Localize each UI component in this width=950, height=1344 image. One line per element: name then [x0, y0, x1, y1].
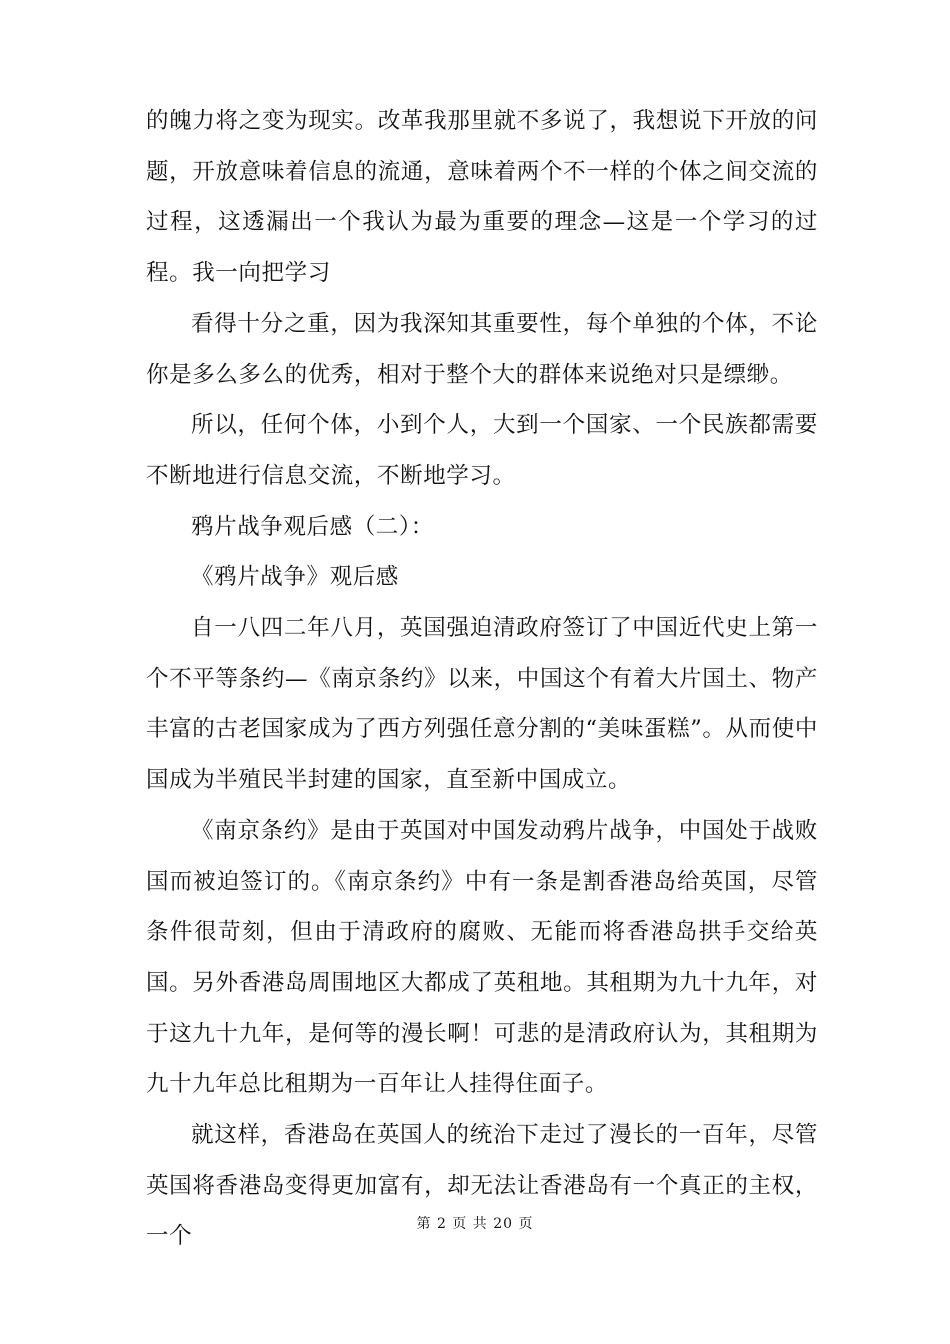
paragraph: 《南京条约》是由于英国对中国发动鸦片战争，中国处于战败国而被迫签订的。《南京条约》中有一条是割香港岛给英国，尽管条件很苛刻，但由于清政府的腐败、无能而将香港岛拱手交给英国。另外香港岛周围地区大都成了英租地。其租期为九十九年，对于这九十九年，是何等的漫长啊！可悲的是清政府认为，其租期为九十九年总比租期为一百年让人挂得住面子。 [146, 817, 818, 1098]
paragraph: 就这样，香港岛在英国人的统治下走过了漫长的一百年，尽管英国将香港岛变得更加富有，却无法让香港岛有一个真正的主权，一个 [146, 1122, 818, 1250]
section-subtitle: 《鸦片战争》观后感 [191, 564, 399, 591]
document-body [146, 96, 818, 1262]
paragraph: 看得十分之重，因为我深知其重要性，每个单独的个体，不论你是多么多么的优秀，相对于整个大的群体来说绝对只是缥缈。 [146, 310, 818, 388]
page-footer: 第 2 页 共 20 页 [416, 1216, 534, 1232]
paragraph: 所以，任何个体，小到个人，大到一个国家、一个民族都需要不断地进行信息交流，不断地学习。 [146, 412, 818, 489]
paragraph: 的魄力将之变为现实。改革我那里就不多说了，我想说下开放的问题，开放意味着信息的流通，意味着两个不一样的个体之间交流的过程，这透漏出一个我认为最为重要的理念—这是一个学习的过程。我一向把学习 [146, 108, 818, 287]
paragraph: 自一八四二年八月，英国强迫清政府签订了中国近代史上第一个不平等条约—《南京条约》以来，中国这个有着大片国土、物产丰富的古老国家成为了西方列强任意分割的“美味蛋糕”。从而使中国成为半殖民半封建的国家，直至新中国成立。 [146, 615, 818, 794]
section-title: 鸦片战争观后感（二）： [191, 513, 434, 540]
